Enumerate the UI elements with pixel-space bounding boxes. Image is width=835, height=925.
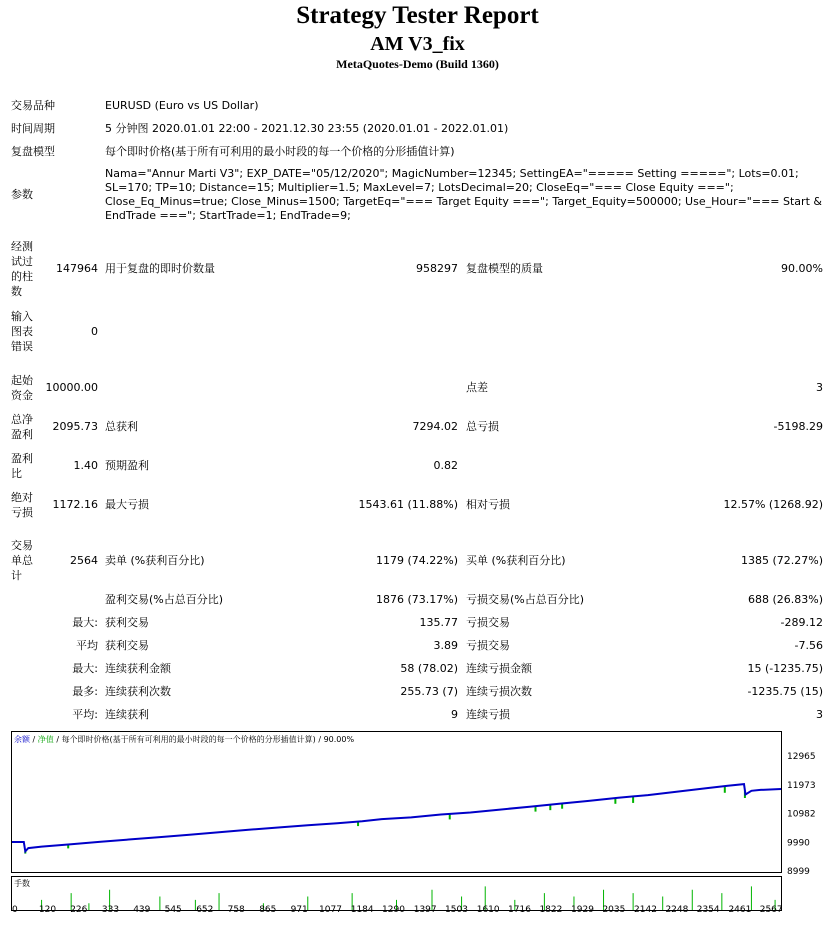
max-cons-label: 最大: [72,662,98,675]
chart-svg [11,731,823,913]
pf-value: 1.40 [73,459,98,472]
x-tick-label: 2035 [602,905,626,913]
x-tick-label: 120 [38,905,57,913]
report-title: Strategy Tester Report [296,2,539,29]
period-value: 5 分钟图 2020.01.01 22:00 - 2021.12.30 23:55 (2020.01.01 - 2022.01.01) [105,122,509,135]
loss-trades-label: 亏损交易(%占总百分比) [466,593,585,606]
most-cons-label: 最多: [72,685,98,698]
avg-profit-label: 获利交易 [105,639,149,652]
largest-loss-label: 亏损交易 [466,616,510,629]
ticks-label: 用于复盘的即时价数量 [105,262,215,275]
gross-loss-value: -5198.29 [773,420,823,433]
deposit-value: 10000.00 [45,381,98,394]
largest-profit-value: 135.77 [419,616,458,629]
x-tick-label: 1929 [571,905,594,913]
most-cons-profit-label: 连续获利次数 [105,685,171,698]
net-value: 2095.73 [52,420,98,433]
symbol-label: 交易品种 [11,99,55,112]
most-cons-loss-value: -1235.75 (15) [747,685,823,698]
y-tick-label: 12965 [787,752,816,763]
x-tick-label: 1503 [445,905,468,913]
model-value: 每个即时价格(基于所有可利用的最小时段的每一个价格的分形插值计算) [105,145,455,158]
ticks-value: 958297 [416,262,458,275]
abs-dd-label: 绝对亏损 [11,491,33,519]
short-label: 卖单 (%获利百分比) [105,554,205,567]
legend-rest: / 每个即时价格(基于所有可利用的最小时段的每一个价格的分形插值计算) / 90.00% [53,735,355,744]
avg-cons-losses-value: 3 [816,708,823,721]
avg-cons-wins-value: 9 [451,708,458,721]
legend-balance: 余额 [14,735,30,744]
long-label: 买单 (%获利百分比) [466,554,566,567]
max-dd-value: 1543.61 (11.88%) [358,498,458,511]
x-tick-label: 333 [101,905,120,913]
x-tick-label: 1716 [508,905,531,913]
x-tick-label: 2354 [696,905,720,913]
y-tick-label: 8999 [787,867,810,877]
bars-value: 147964 [56,262,98,275]
x-tick-label: 439 [133,905,151,913]
y-tick-label: 9990 [787,838,810,849]
expert-name: AM V3_fix [370,33,465,55]
avg-profit-value: 3.89 [433,639,458,652]
largest-label: 最大: [72,616,98,629]
short-value: 1179 (74.22%) [375,554,458,567]
max-dd-label: 最大亏损 [105,498,149,511]
server-build: MetaQuotes-Demo (Build 1360) [336,57,499,71]
x-tick-label: 865 [259,905,277,913]
avg-cons-losses-label: 连续亏损 [466,708,510,721]
x-tick-label: 2248 [665,905,689,913]
max-cons-wins-value: 58 (78.02) [400,662,458,675]
profit-trades-label: 盈利交易(%占总百分比) [105,593,224,606]
abs-dd-value: 1172.16 [52,498,98,511]
x-tick-label: 2567 [759,905,783,913]
rel-dd-label: 相对亏损 [466,498,510,511]
params-value: Nama="Annur Marti V3"; EXP_DATE="05/12/2020"; MagicNumber=12345; SettingEA="===== Setting ====="; Lots=0.01; SL=170; TP=10; Distance=15; Multiplier=1.5; MaxLevel=7; LotsDecimal=20; CloseEq="=== Close Equity ==="; Close_Eq_Minus=true; Close_Minus=1500; TargetEq="=== Target Equity ==="; Target_Equity=500000; Use_Hour="=== Start & EndTrade ==="; StartTrade=1; EndTrade=9; [105,167,822,222]
legend-equity: 净值 [37,735,54,744]
params-label: 参数 [11,188,33,201]
trades-label: 交易单总计 [11,539,33,582]
deposit-label: 起始资金 [11,374,33,402]
y-tick-label: 10982 [787,809,816,820]
x-tick-label: 1077 [319,905,342,913]
largest-profit-label: 获利交易 [105,616,149,629]
bars-label: 经测试过的柱数 [11,240,33,298]
x-tick-label: 971 [290,905,308,913]
errors-value: 0 [91,325,98,338]
rel-dd-value: 12.57% (1268.92) [723,498,823,511]
gross-profit-value: 7294.02 [412,420,458,433]
x-tick-label: 652 [196,905,214,913]
x-tick-label: 1184 [350,905,374,913]
main-plot-frame [12,732,782,873]
x-tick-label: 2461 [728,905,752,913]
most-cons-profit-value: 255.73 (7) [400,685,458,698]
net-label: 总净盈利 [11,413,33,441]
x-tick-label: 1290 [382,905,405,913]
x-tick-label: 545 [164,905,182,913]
loss-trades-value: 688 (26.83%) [747,593,823,606]
lots-label: 手数 [14,879,30,888]
most-cons-loss-label: 连续亏损次数 [466,685,532,698]
x-tick-label: 1822 [539,905,563,913]
x-tick-label: 2142 [634,905,657,913]
pf-label: 盈利比 [11,452,33,480]
avg-loss-value: -7.56 [794,639,823,652]
expected-label: 预期盈利 [105,459,149,472]
balance-chart [11,731,823,913]
x-tick-label: 0 [12,905,18,913]
avg-cons-label: 平均: [72,708,98,721]
gross-loss-label: 总亏损 [466,420,499,433]
max-cons-losses-value: 15 (-1235.75) [747,662,823,675]
max-cons-losses-label: 连续亏损金额 [466,662,532,675]
x-tick-label: 226 [70,905,88,913]
errors-label: 输入图表错误 [11,310,33,353]
quality-label: 复盘模型的质量 [466,262,543,275]
model-label: 复盘模型 [11,145,55,158]
avg-loss-label: 亏损交易 [466,639,510,652]
spread-value: 3 [816,381,823,394]
y-tick-label: 11973 [787,780,816,791]
expected-value: 0.82 [433,459,458,472]
avg-cons-wins-label: 连续获利 [105,708,149,721]
average-label: 平均 [76,639,98,652]
x-tick-label: 1610 [476,905,500,913]
spread-label: 点差 [466,381,488,394]
chart-legend [14,734,354,744]
long-value: 1385 (72.27%) [740,554,823,567]
quality-value: 90.00% [781,262,823,275]
max-cons-wins-label: 连续获利金额 [105,662,171,675]
x-tick-label: 758 [227,905,245,913]
gross-profit-label: 总获利 [105,420,138,433]
trades-value: 2564 [70,554,98,567]
profit-trades-value: 1876 (73.17%) [375,593,458,606]
x-tick-label: 1397 [413,905,437,913]
symbol-value: EURUSD (Euro vs US Dollar) [105,99,259,112]
legend-sep: / [30,735,38,744]
largest-loss-value: -289.12 [780,616,823,629]
period-label: 时间周期 [11,122,55,135]
